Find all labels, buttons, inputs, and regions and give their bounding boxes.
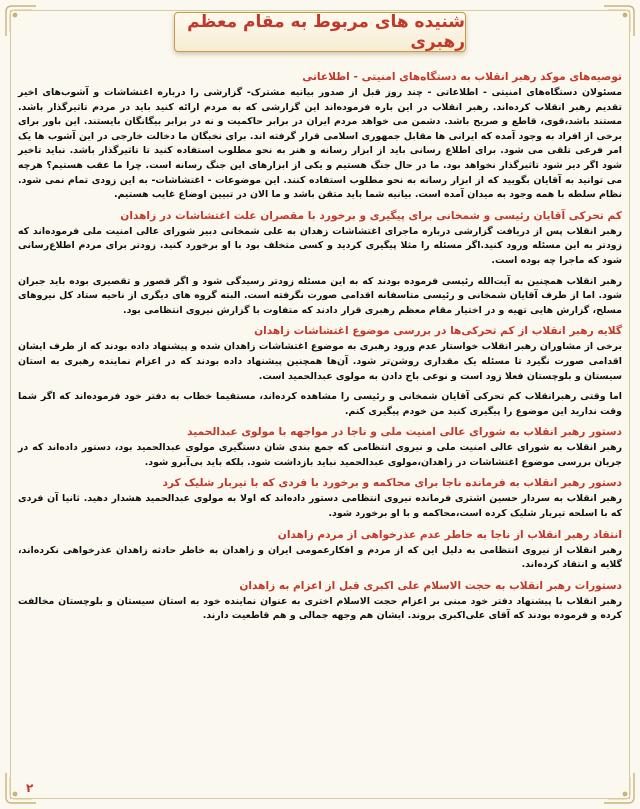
section-paragraph: رهبر انقلاب با پیشنهاد دفتر خود مبنی بر اعزام حجت الاسلام اختری به عنوان نماینده خود به استان سیستان و بلوچستان مخالفت کرده و فرموده بودند که آقای علی‌اکبری بروند. ایشان هم وجهه جمالی و هم قاطعیت دارند. bbox=[18, 595, 622, 622]
section-paragraph: اما وقتی رهبرانقلاب کم تحرکی آقایان شمخانی و رئیسی را مشاهده کرده‌اند، مستقیما خطاب به دفتر خود فرموده‌اند که اگر شما وقت ندارید این موضوع را پیگیری کنید من خودم پیگیری کنم. bbox=[18, 391, 622, 417]
section-paragraph: برخی از مشاوران رهبر انقلاب خواستار عدم ورود رهبری به موضوع اغتشاشات زاهدان شده و پیشنهاد داده بودند که از طرف ایشان اقدامی صورت نگیرد تا مسئله یک مقداری روشن‌تر شود. آن‌ها همچنین پیشنهاد داده بودند که در اعزام نماینده رهبری به استان سیستان و بلوچستان فعلا زود است و نوعی باج دادن به مولوی عبدالحمید است. bbox=[18, 341, 622, 382]
page-title: شنیده های مربوط به مقام معظم رهبری bbox=[187, 12, 465, 52]
section bbox=[18, 528, 622, 573]
corner-ornament-icon bbox=[4, 4, 38, 38]
section-heading: دستور رهبر انقلاب به فرمانده ناجا برای محاکمه و برخورد با فردی که با تیربار شلیک کرد bbox=[162, 477, 622, 490]
section-heading: انتقاد رهبر انقلاب از ناجا به خاطر عدم عذرخواهی از مردم زاهدان bbox=[277, 528, 622, 541]
section-paragraph: رهبر انقلاب به شورای عالی امنیت ملی و نیروی انتظامی که جمع بندی شان دستگیری مولوی عبدالحمید بود، دستور داده‌اند که در جریان بررسی موضوع اغتشاشات در زاهدان،مولوی عبدالحمید نباید بازداشت شود. بلکه باید بی‌آبرو شود. bbox=[18, 442, 622, 468]
section-paragraph: مسئولان دستگاه‌های امنیتی - اطلاعاتی - چند روز قبل از صدور بیانیه مشترک- گزارشی را درباره اغتشاشات و آشوب‌های اخیر تقدیم رهبر انقلاب کرده‌اند. رهبر انقلاب در این باره فرموده‌اند این گزارشی که به مردم ارائه کنید باید در مردم تاثیرگذار باشد. مستند باشد،قوی، قاطع و صریح باشد. دشمن می خواهد مردم ایران در برابر حاکمیت و نه در برابر بیگانگان بایستند. این باور برای برخی از افراد به وجود آمده که ایرانی ها مقابل جمهوری اسلامی قرار گرفته اند. برای نخبگان ما دخالت خارجی در این آشوب ها یک امر فرعی تلقی می شود. برای اطلاع رسانی باید از ابزار رسانه و هنر به نحو مطلوب استفاده کنید تا تاثیرگذار باشد. نباید تاخیر شود اگر دیر شود تاثیرگذار نخواهد بود. ما در حال جنگ هستیم و یکی از ابزارهای این جنگ رسانه است. چرا ما عقب هستیم؟ هرچه می توانید به آقایان بگویید که از ابزار رسانه به نحو مطلوب استفاده کنند. این موضوعات - اغتشاشات- به این زودی تمام نمی شود. نظام سلطه با همه وجود به میدان آمده است. بیانیه شما باید متقن باشد و ما الان در تبیین اوضاع غایب هستیم. bbox=[18, 87, 622, 201]
section bbox=[18, 324, 622, 419]
section-heading: گلایه رهبر انقلاب از کم تحرکی‌ها در بررسی موضوع اغتشاشات زاهدان bbox=[254, 325, 622, 338]
section-paragraph: رهبر انقلاب از نیروی انتظامی به دلیل این که از مردم و افکارعمومی ایران و زاهدان به خاطر حادثه زاهدان عذرخواهی نکرده‌اند، گلایه و انتقاد کرده‌اند. bbox=[18, 544, 622, 571]
corner-ornament-icon bbox=[602, 771, 636, 805]
section-heading: توصیه‌های موکد رهبر انقلاب به دستگاه‌های امنیتی - اطلاعاتی bbox=[302, 71, 622, 83]
page-number: ۲ bbox=[26, 781, 34, 795]
section bbox=[18, 70, 622, 203]
document-body bbox=[18, 70, 622, 630]
section-paragraph: رهبر انقلاب همچنین به آیت‌الله رئیسی فرموده بودند که به این مسئله زودتر رسیدگی شود و اگر قصور و تقصیری بوده باید جبران شود. اما از طرف آقایان شمخانی و رئیسی متاسفانه اقدامی صورت نگرفته است. البته گروه های دیگری از ناحیه ستاد کل نیروهای مسلح، گزارش هایی تهیه و در اختیار مقام معظم رهبری قرار دادند که متفاوت با گزارش نیروی انتظامی بود. bbox=[18, 275, 622, 316]
section bbox=[18, 209, 622, 319]
section-paragraph: رهبر انقلاب پس از دریافت گزارشی درباره ماجرای اغتشاشات زهدان به علی شمخانی دبیر شورای عالی امنیت ملی فرموده‌اند که زودتر به این مسئله ورود کنید.اگر مسئله را مثلا پیگیری کردید و کسی متخلف بود با او برخورد کنید. زودتر برای مردم اطلاع‌رسانی شود که ماجرا چه بوده است. bbox=[18, 225, 622, 266]
title-banner bbox=[174, 12, 466, 52]
section-paragraph: رهبر انقلاب به سردار حسین اشتری فرمانده نیروی انتظامی دستور داده‌اند که اولا به مولوی عبدالحمید هشدار دهید. ثانیا آن فردی که با اسلحه تیربار شلیک کرده است،محاکمه و با او برخورد شود. bbox=[18, 493, 622, 520]
corner-ornament-icon bbox=[602, 4, 636, 38]
section-heading: دستور رهبر انقلاب به شورای عالی امنیت ملی و ناجا در مواجهه با مولوی عبدالحمید bbox=[187, 426, 622, 439]
section bbox=[18, 579, 622, 624]
section bbox=[18, 425, 622, 470]
section-heading: کم تحرکی آقایان رئیسی و شمخانی برای پیگیری و برخورد با مقصران علت اغتشاشات در زاهدان bbox=[120, 209, 622, 222]
section bbox=[18, 476, 622, 521]
section-heading: دستورات رهبر انقلاب به حجت الاسلام علی اکبری قبل از اعزام به زاهدان bbox=[239, 579, 622, 592]
